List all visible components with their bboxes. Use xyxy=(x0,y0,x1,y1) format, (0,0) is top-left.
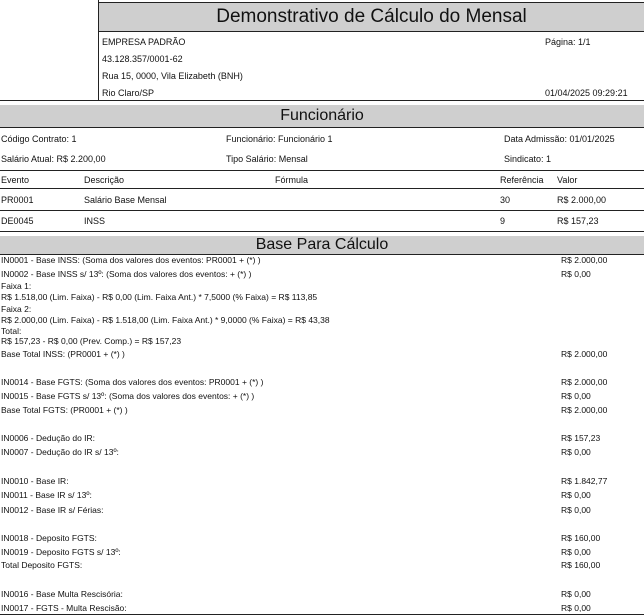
base-line-value: R$ 0,00 xyxy=(561,391,591,401)
base-line-value: R$ 0,00 xyxy=(561,603,591,613)
employee-section-title: Funcionário xyxy=(0,105,644,127)
base-line-value: R$ 0,00 xyxy=(561,447,591,457)
divider xyxy=(0,188,644,189)
base-line-label: IN0016 - Base Multa Rescisória: xyxy=(1,589,123,599)
events-header-reference: Referência xyxy=(500,175,544,185)
divider xyxy=(0,100,644,101)
base-line-label: IN0017 - FGTS - Multa Rescisão: xyxy=(1,603,127,613)
admission-date: Data Admissão: 01/01/2025 xyxy=(504,134,615,144)
base-line-label: Faixa 1: xyxy=(1,281,32,291)
base-line-label: IN0001 - Base INSS: (Soma dos valores dos eventos: PR0001 + (*) ) xyxy=(1,255,261,265)
base-line-label: R$ 157,23 - R$ 0,00 (Prev. Comp.) = R$ 157,23 xyxy=(1,336,182,346)
divider xyxy=(0,170,644,171)
base-line-label: R$ 1.518,00 (Lim. Faixa) - R$ 0,00 (Lim. Faixa Ant.) * 7,5000 (% Faixa) = R$ 113,85 xyxy=(1,292,318,302)
company-city: Rio Claro/SP xyxy=(102,88,155,98)
page-title: Demonstrativo de Cálculo do Mensal xyxy=(99,2,644,32)
event-reference: 9 xyxy=(500,216,506,226)
base-line-value: R$ 160,00 xyxy=(561,533,601,543)
events-header-event: Evento xyxy=(1,175,30,185)
base-line-label: IN0011 - Base IR s/ 13º: xyxy=(1,490,92,500)
base-line-label: Faixa 2: xyxy=(1,304,32,314)
base-line-label: Total Deposito FGTS: xyxy=(1,560,83,570)
base-line-label: IN0014 - Base FGTS: (Soma dos valores dos eventos: PR0001 + (*) ) xyxy=(1,377,264,387)
report-datetime: 01/04/2025 09:29:21 xyxy=(545,88,628,98)
event-code: DE0045 xyxy=(1,216,34,226)
page-number: Página: 1/1 xyxy=(545,37,591,47)
base-line-value: R$ 2.000,00 xyxy=(561,255,608,265)
header-logo-area xyxy=(0,0,99,100)
salary-type: Tipo Salário: Mensal xyxy=(226,154,308,164)
base-line-value: R$ 2.000,00 xyxy=(561,405,608,415)
company-address: Rua 15, 0000, Vila Elizabeth (BNH) xyxy=(102,71,243,81)
base-line-label: IN0002 - Base INSS s/ 13º: (Soma dos valores dos eventos: + (*) ) xyxy=(1,269,252,279)
company-cnpj: 43.128.357/0001-62 xyxy=(102,54,183,64)
divider xyxy=(0,231,644,232)
base-line-value: R$ 0,00 xyxy=(561,505,591,515)
divider xyxy=(0,127,644,128)
event-reference: 30 xyxy=(500,195,511,205)
base-line-label: IN0018 - Deposito FGTS: xyxy=(1,533,97,543)
base-line-label: IN0012 - Base IR s/ Férias: xyxy=(1,505,104,515)
base-line-value: R$ 0,00 xyxy=(561,490,591,500)
event-description: INSS xyxy=(84,216,106,226)
base-line-label: IN0015 - Base FGTS s/ 13º: (Soma dos valores dos eventos: + (*) ) xyxy=(1,391,255,401)
base-line-value: R$ 160,00 xyxy=(561,560,601,570)
base-line-value: R$ 2.000,00 xyxy=(561,349,608,359)
base-line-label: IN0006 - Dedução do IR: xyxy=(1,433,96,443)
events-header-value: Valor xyxy=(557,175,578,185)
event-description: Salário Base Mensal xyxy=(84,195,167,205)
events-header-description: Descrição xyxy=(84,175,125,185)
base-line-label: R$ 2.000,00 (Lim. Faixa) - R$ 1.518,00 (Lim. Faixa Ant.) * 9,0000 (% Faixa) = R$ 43,38 xyxy=(1,315,330,325)
events-header-formula: Fórmula xyxy=(275,175,309,185)
current-salary: Salário Atual: R$ 2.200,00 xyxy=(1,154,106,164)
divider xyxy=(0,614,644,615)
divider xyxy=(0,210,644,211)
event-value: R$ 2.000,00 xyxy=(557,195,607,205)
base-section-title: Base Para Cálculo xyxy=(0,236,644,254)
base-line-label: IN0019 - Deposito FGTS s/ 13º: xyxy=(1,547,121,557)
base-line-label: IN0010 - Base IR: xyxy=(1,476,69,486)
base-line-label: Total: xyxy=(1,326,22,336)
base-line-value: R$ 0,00 xyxy=(561,269,591,279)
event-value: R$ 157,23 xyxy=(557,216,599,226)
union: Sindicato: 1 xyxy=(504,154,552,164)
base-line-value: R$ 1.842,77 xyxy=(561,476,608,486)
base-line-value: R$ 0,00 xyxy=(561,589,591,599)
company-name: EMPRESA PADRÃO xyxy=(102,37,186,47)
employee-name: Funcionário: Funcionário 1 xyxy=(226,134,333,144)
base-line-label: IN0007 - Dedução do IR s/ 13º: xyxy=(1,447,119,457)
base-line-value: R$ 157,23 xyxy=(561,433,601,443)
base-line-label: Base Total FGTS: (PR0001 + (*) ) xyxy=(1,405,128,415)
base-line-value: R$ 0,00 xyxy=(561,547,591,557)
contract-code: Código Contrato: 1 xyxy=(1,134,77,144)
event-code: PR0001 xyxy=(1,195,34,205)
base-line-value: R$ 2.000,00 xyxy=(561,377,608,387)
base-line-label: Base Total INSS: (PR0001 + (*) ) xyxy=(1,349,125,359)
